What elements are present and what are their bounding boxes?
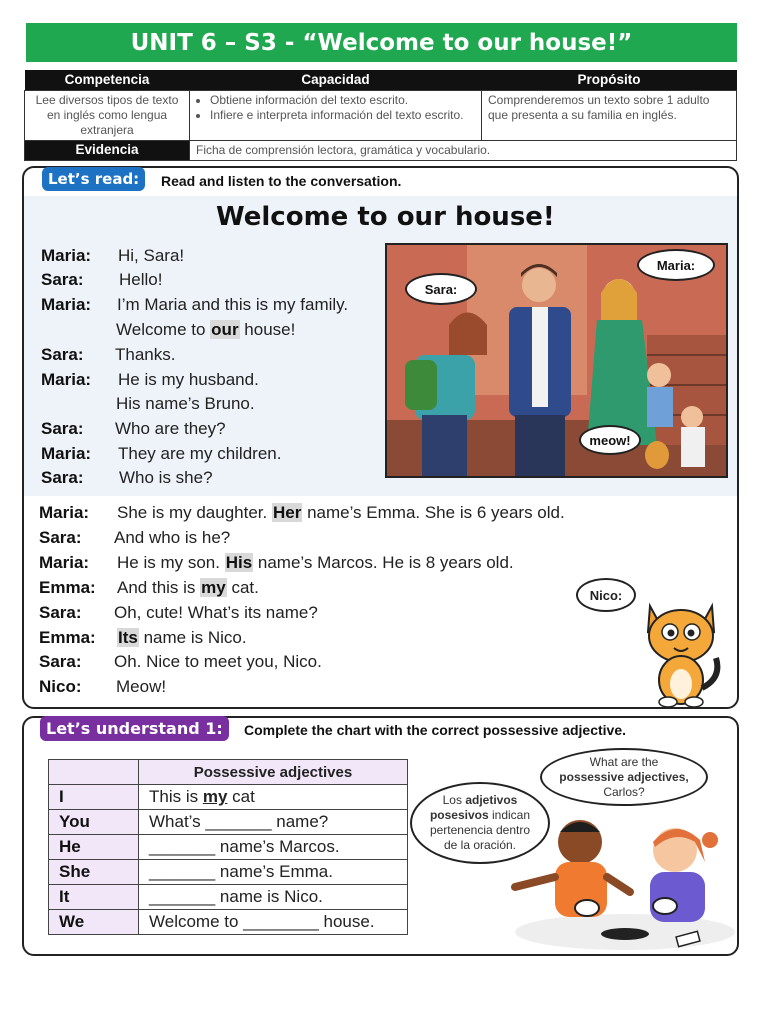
speaker-name: Maria: bbox=[41, 246, 92, 265]
dialogue-text: house! bbox=[239, 320, 296, 339]
pronoun-cell: It bbox=[49, 885, 139, 910]
sentence-cell[interactable] bbox=[139, 860, 408, 885]
dialogue-line bbox=[117, 578, 259, 598]
chart-row bbox=[49, 885, 408, 910]
sentence-text: _______ name’s Marcos. bbox=[149, 837, 340, 856]
sentence-cell[interactable] bbox=[139, 835, 408, 860]
speaker-name: Sara: bbox=[39, 528, 82, 547]
speaker-name: Sara: bbox=[41, 345, 84, 364]
maria-speech-bubble: Maria: bbox=[637, 249, 715, 281]
sara-speech-bubble: Sara: bbox=[405, 273, 477, 305]
dialogue-text: Who are they? bbox=[115, 419, 226, 438]
students-illustration-icon bbox=[505, 812, 735, 952]
conversation-title: Welcome to our house! bbox=[216, 202, 555, 232]
sentence-text: _______ name’s Emma. bbox=[149, 862, 333, 881]
dialogue-text: Welcome to bbox=[116, 320, 211, 339]
dialogue-line bbox=[117, 628, 247, 648]
sentence-text: cat bbox=[227, 787, 255, 806]
pronoun-cell: You bbox=[49, 810, 139, 835]
read-instruction: Read and listen to the conversation. bbox=[161, 173, 402, 189]
understand-instruction: Complete the chart with the correct possessive adjective. bbox=[244, 722, 627, 738]
competencia-cell: Lee diversos tipos de texto en inglés como lengua extranjera bbox=[25, 90, 190, 140]
dialogue-text: And who is he? bbox=[114, 528, 231, 547]
highlighted-possessive: our bbox=[211, 320, 239, 339]
speaker-name: Sara: bbox=[41, 468, 84, 487]
speaker-name: Nico: bbox=[39, 677, 82, 696]
dialogue-line bbox=[119, 270, 162, 290]
lets-read-tag: Let’s read: bbox=[42, 167, 145, 191]
dialogue-text: name’s Emma. She is 6 years old. bbox=[302, 503, 565, 522]
speaker-name: Maria: bbox=[41, 444, 92, 463]
dialogue-text: He is my husband. bbox=[118, 370, 259, 389]
dialogue-text: Hello! bbox=[119, 270, 163, 289]
speaker-name: Sara: bbox=[39, 652, 82, 671]
dialogue-line bbox=[117, 553, 514, 573]
chart-row bbox=[49, 785, 408, 810]
cat-icon bbox=[640, 598, 722, 708]
evidencia-cell: Ficha de comprensión lectora, gramática y vocabulario. bbox=[190, 140, 737, 160]
highlighted-possessive: Its bbox=[118, 628, 138, 647]
dialogue-text: Oh, cute! What’s its name? bbox=[114, 603, 318, 622]
speaker-name: Maria: bbox=[39, 503, 90, 522]
dialogue-line bbox=[116, 677, 166, 697]
dialogue-line bbox=[115, 345, 175, 365]
dialogue-text: His name’s Bruno. bbox=[116, 394, 255, 413]
sentence-text: This is bbox=[149, 787, 203, 806]
chart-header: Possessive adjectives bbox=[139, 760, 408, 785]
sentence-text: What’s _______ name? bbox=[149, 812, 329, 831]
sentence-text: Welcome to ________ house. bbox=[149, 912, 375, 931]
pronoun-cell: He bbox=[49, 835, 139, 860]
capacidad-cell bbox=[190, 90, 482, 140]
chart-row bbox=[49, 810, 408, 835]
sentence-cell[interactable] bbox=[139, 885, 408, 910]
speaker-name: Maria: bbox=[41, 370, 92, 389]
header-proposito: Propósito bbox=[482, 70, 737, 90]
header-competencia: Competencia bbox=[25, 70, 190, 90]
dialogue-text: And this is bbox=[117, 578, 201, 597]
dialogue-text: She is my daughter. bbox=[117, 503, 272, 522]
chart-corner-cell bbox=[49, 760, 139, 785]
pronoun-cell: We bbox=[49, 910, 139, 935]
dialogue-text: Meow! bbox=[116, 677, 167, 696]
dialogue-line bbox=[117, 295, 348, 315]
girl-question-bubble: What are the possessive adjectives, Carlos? bbox=[540, 748, 708, 806]
proposito-cell: Comprenderemos un texto sobre 1 adulto que presenta a su familia en inglés. bbox=[482, 90, 737, 140]
capacidad-item: • Obtiene información del texto escrito. bbox=[210, 93, 475, 108]
dialogue-line bbox=[116, 320, 295, 340]
dialogue-text: They are my children. bbox=[118, 444, 282, 463]
evidencia-label: Evidencia bbox=[25, 140, 190, 160]
sentence-cell[interactable] bbox=[139, 910, 408, 935]
chart-row bbox=[49, 860, 408, 885]
dialogue-line bbox=[119, 468, 213, 488]
sentence-cell[interactable] bbox=[139, 810, 408, 835]
family-illustration bbox=[385, 243, 728, 478]
dialogue-line bbox=[114, 652, 322, 672]
capacidad-item: • Infiere e interpreta información del texto escrito. bbox=[210, 108, 475, 123]
lets-understand-tag: Let’s understand 1: bbox=[40, 716, 229, 741]
sentence-text: _______ name is Nico. bbox=[149, 887, 323, 906]
speaker-name: Maria: bbox=[39, 553, 90, 572]
speaker-name: Sara: bbox=[41, 270, 84, 289]
boy-answer-bubble: Los adjetivos posesivos indican pertenencia dentro de la oración. bbox=[410, 782, 550, 864]
highlighted-possessive: Her bbox=[272, 503, 302, 522]
dialogue-line bbox=[115, 419, 226, 439]
speaker-name: Sara: bbox=[41, 419, 84, 438]
nico-speech-bubble: Nico: bbox=[576, 578, 636, 612]
dialogue-line bbox=[116, 394, 255, 414]
unit-title: UNIT 6 – S3 - “Welcome to our house!” bbox=[26, 23, 737, 62]
pronoun-cell: I bbox=[49, 785, 139, 810]
dialogue-line bbox=[118, 370, 259, 390]
meow-speech-bubble: meow! bbox=[579, 425, 641, 455]
header-capacidad: Capacidad bbox=[190, 70, 482, 90]
chart-row bbox=[49, 835, 408, 860]
dialogue-text: I’m Maria and this is my family. bbox=[117, 295, 349, 314]
dialogue-text: name’s Marcos. He is 8 years old. bbox=[253, 553, 514, 572]
dialogue-text: Hi, Sara! bbox=[118, 246, 185, 265]
speaker-name: Emma: bbox=[39, 628, 96, 647]
speaker-name: Sara: bbox=[39, 603, 82, 622]
possessive-chart bbox=[48, 759, 408, 935]
dialogue-text: Thanks. bbox=[115, 345, 176, 364]
highlighted-possessive: His bbox=[225, 553, 253, 572]
dialogue-text: Who is she? bbox=[119, 468, 213, 487]
dialogue-line bbox=[118, 246, 184, 266]
example-answer: my bbox=[202, 787, 228, 806]
highlighted-possessive: my bbox=[201, 578, 226, 597]
speaker-name: Maria: bbox=[41, 295, 92, 314]
dialogue-text: name is Nico. bbox=[138, 628, 247, 647]
dialogue-text: cat. bbox=[226, 578, 259, 597]
dialogue-line bbox=[118, 444, 281, 464]
dialogue-line bbox=[114, 603, 318, 623]
competency-table bbox=[24, 70, 737, 161]
speaker-name: Emma: bbox=[39, 578, 96, 597]
dialogue-line bbox=[117, 503, 565, 523]
sentence-cell[interactable] bbox=[139, 785, 408, 810]
chart-row bbox=[49, 910, 408, 935]
dialogue-line bbox=[114, 528, 230, 548]
dialogue-text: He is my son. bbox=[117, 553, 225, 572]
dialogue-text: Oh. Nice to meet you, Nico. bbox=[114, 652, 322, 671]
pronoun-cell: She bbox=[49, 860, 139, 885]
